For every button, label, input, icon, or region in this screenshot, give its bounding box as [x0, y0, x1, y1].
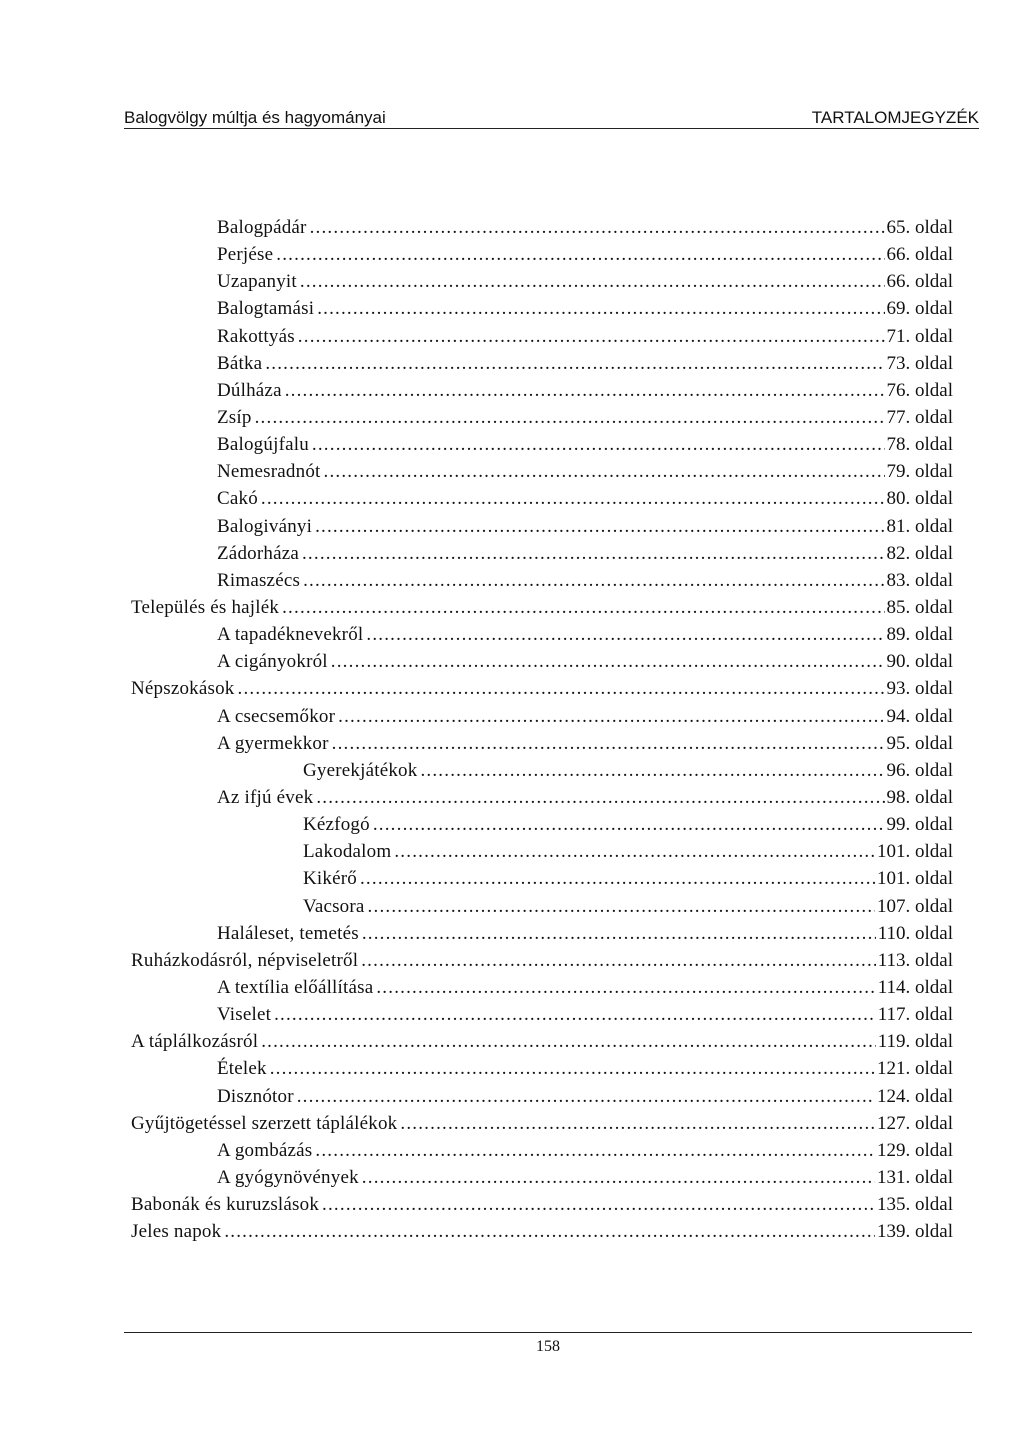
dot-leader — [317, 295, 884, 322]
toc-entry-title: Haláleset, temetés — [217, 922, 359, 944]
toc-entry-page: 79. oldal — [886, 461, 953, 483]
toc-entry — [217, 730, 953, 757]
toc-entry-page: 96. oldal — [886, 759, 953, 781]
toc-entry-page: 124. oldal — [877, 1085, 953, 1107]
dot-leader — [368, 893, 875, 920]
toc-entry — [131, 947, 953, 974]
toc-entry — [217, 377, 953, 404]
toc-entry-page: 76. oldal — [886, 379, 953, 401]
dot-leader — [366, 621, 884, 648]
dot-leader — [315, 1137, 875, 1164]
toc-entry-title: Babonák és kuruzslások — [131, 1194, 320, 1216]
toc-entry-title: A tapadéknevekről — [217, 624, 364, 646]
dot-leader — [324, 458, 885, 485]
dot-leader — [224, 1218, 875, 1245]
toc-entry-title: A textília előállítása — [217, 976, 374, 998]
dot-leader — [310, 214, 885, 241]
section-title: TARTALOMJEGYZÉK — [811, 108, 979, 127]
toc-entry — [131, 594, 953, 621]
toc-entry-title: Gyerekjátékok — [303, 759, 418, 781]
toc-entry-page: 127. oldal — [877, 1112, 953, 1134]
toc-entry-title: Balogpádár — [217, 217, 307, 238]
header-divider — [124, 128, 979, 129]
toc-entry-title: Nemesradnót — [217, 461, 321, 483]
toc-entry-title: Rakottyás — [217, 325, 295, 347]
toc-entry-title: Népszokások — [131, 678, 235, 700]
dot-leader — [282, 594, 884, 621]
toc-entry — [131, 1218, 953, 1245]
toc-entry-title: Cakó — [217, 488, 258, 510]
toc-entry — [217, 485, 953, 512]
toc-entry — [217, 648, 953, 675]
toc-entry-title: Lakodalom — [303, 841, 392, 863]
dot-leader — [298, 323, 885, 350]
toc-entry-title: A táplálkozásról — [131, 1031, 259, 1053]
dot-leader — [261, 485, 885, 512]
toc-entry-title: A csecsemőkor — [217, 705, 336, 727]
dot-leader — [285, 377, 885, 404]
toc-entry — [217, 540, 953, 567]
toc-entry-title: Gyűjtögetéssel szerzett táplálékok — [131, 1112, 398, 1134]
toc-entry-page: 119. oldal — [877, 1031, 953, 1053]
toc-entry — [217, 1083, 953, 1110]
dot-leader — [360, 865, 875, 892]
toc-entry-title: Ételek — [217, 1058, 267, 1080]
toc-entry — [303, 893, 953, 920]
toc-entry-page: 81. oldal — [886, 515, 953, 537]
toc-entry-title: Disznótor — [217, 1085, 294, 1107]
toc-entry — [217, 920, 953, 947]
toc-entry — [217, 295, 953, 322]
dot-leader — [362, 1164, 875, 1191]
toc-entry-title: Jeles napok — [131, 1221, 222, 1243]
dot-leader — [315, 513, 884, 540]
dot-leader — [331, 648, 885, 675]
toc-entry-title: Az ifjú évek — [217, 786, 314, 808]
toc-entry-title: Balogújfalu — [217, 434, 309, 456]
toc-entry-title: A gombázás — [217, 1139, 313, 1161]
book-title: Balogvölgy múltja és hagyományai — [124, 108, 386, 127]
toc-entry — [217, 1137, 953, 1164]
toc-entry-page: 82. oldal — [886, 542, 953, 564]
toc-entry-page: 83. oldal — [886, 569, 953, 591]
dot-leader — [300, 268, 885, 295]
toc-entry-page: 107. oldal — [877, 895, 953, 917]
toc-entry-page: 101. oldal — [877, 868, 953, 890]
page-header — [124, 98, 979, 128]
toc-entry-page: 69. oldal — [886, 298, 953, 320]
toc-entry-page: 101. oldal — [877, 841, 953, 863]
toc-entry-page: 78. oldal — [886, 434, 953, 456]
toc-entry-page: 65. oldal — [886, 217, 953, 238]
toc-entry-page: 114. oldal — [877, 976, 953, 998]
toc-entry-title: Bátka — [217, 352, 263, 374]
toc-entry-page: 95. oldal — [886, 732, 953, 754]
toc-entry-title: Rimaszécs — [217, 569, 301, 591]
dot-leader — [373, 811, 885, 838]
toc-entry-page: 131. oldal — [877, 1166, 953, 1188]
page-number: 158 — [536, 1338, 560, 1355]
table-of-contents — [0, 214, 1024, 1245]
dot-leader — [316, 784, 884, 811]
toc-entry-title: A gyermekkor — [217, 732, 329, 754]
toc-entry-page: 66. oldal — [886, 244, 953, 266]
dot-leader — [238, 675, 885, 702]
dot-leader — [261, 1028, 876, 1055]
toc-entry — [131, 1028, 953, 1055]
toc-entry-page: 94. oldal — [886, 705, 953, 727]
toc-entry-title: A gyógynövények — [217, 1166, 359, 1188]
toc-entry-page: 135. oldal — [877, 1194, 953, 1216]
dot-leader — [322, 1191, 875, 1218]
toc-entry — [217, 621, 953, 648]
dot-leader — [255, 404, 885, 431]
toc-entry-page: 110. oldal — [877, 922, 953, 944]
toc-entry-page: 139. oldal — [877, 1221, 953, 1243]
toc-entry-title: A cigányokról — [217, 651, 328, 673]
toc-entry — [303, 865, 953, 892]
dot-leader — [265, 350, 884, 377]
dot-leader — [420, 757, 884, 784]
dot-leader — [400, 1110, 875, 1137]
toc-entry-page: 71. oldal — [886, 325, 953, 347]
toc-entry-page: 98. oldal — [886, 786, 953, 808]
toc-entry-page: 66. oldal — [886, 271, 953, 293]
dot-leader — [376, 974, 875, 1001]
toc-entry — [217, 268, 953, 295]
dot-leader — [394, 838, 875, 865]
dot-leader — [276, 241, 884, 268]
toc-entry-title: Uzapanyit — [217, 271, 297, 293]
toc-entry — [217, 513, 953, 540]
dot-leader — [338, 703, 884, 730]
toc-entry-page: 113. oldal — [877, 949, 953, 971]
toc-entry — [303, 757, 953, 784]
dot-leader — [361, 947, 875, 974]
toc-entry — [217, 458, 953, 485]
toc-entry — [217, 1055, 953, 1082]
toc-entry — [131, 675, 953, 702]
toc-entry — [217, 214, 953, 241]
toc-entry-page: 85. oldal — [886, 596, 953, 618]
toc-entry — [303, 838, 953, 865]
toc-entry-title: Perjése — [217, 244, 274, 266]
toc-entry-page: 121. oldal — [877, 1058, 953, 1080]
footer-divider — [124, 1332, 972, 1333]
toc-entry — [217, 404, 953, 431]
toc-entry-title: Balogiványi — [217, 515, 313, 537]
toc-entry-page: 80. oldal — [886, 488, 953, 510]
dot-leader — [270, 1055, 875, 1082]
toc-entry — [217, 350, 953, 377]
toc-entry-page: 77. oldal — [886, 406, 953, 428]
toc-entry-page: 89. oldal — [886, 624, 953, 646]
toc-entry-title: Vacsora — [303, 895, 365, 917]
toc-entry-page: 117. oldal — [877, 1004, 953, 1026]
dot-leader — [303, 567, 884, 594]
dot-leader — [302, 540, 885, 567]
toc-entry-title: Dúlháza — [217, 379, 282, 401]
toc-entry — [217, 241, 953, 268]
toc-entry-title: Zsíp — [217, 406, 252, 428]
toc-entry — [303, 811, 953, 838]
toc-entry — [131, 1191, 953, 1218]
toc-entry-page: 129. oldal — [877, 1139, 953, 1161]
dot-leader — [312, 431, 885, 458]
toc-entry-title: Település és hajlék — [131, 596, 280, 618]
toc-entry-page: 73. oldal — [886, 352, 953, 374]
toc-entry — [217, 703, 953, 730]
dot-leader — [274, 1001, 876, 1028]
dot-leader — [332, 730, 885, 757]
toc-entry-title: Kézfogó — [303, 814, 370, 836]
toc-entry-title: Viselet — [217, 1004, 272, 1026]
toc-entry-title: Zádorháza — [217, 542, 299, 564]
toc-entry-title: Ruházkodásról, népviseletről — [131, 949, 359, 971]
toc-entry-page: 90. oldal — [886, 651, 953, 673]
toc-entry-page: 99. oldal — [886, 814, 953, 836]
toc-entry — [217, 1164, 953, 1191]
toc-entry — [217, 431, 953, 458]
toc-entry — [217, 323, 953, 350]
toc-entry — [217, 567, 953, 594]
toc-entry — [131, 1110, 953, 1137]
dot-leader — [362, 920, 876, 947]
toc-entry-title: Balogtamási — [217, 298, 315, 320]
toc-entry-page: 93. oldal — [886, 678, 953, 700]
dot-leader — [297, 1083, 875, 1110]
toc-entry-title: Kikérő — [303, 868, 357, 890]
toc-entry — [217, 784, 953, 811]
toc-entry — [217, 1001, 953, 1028]
toc-entry — [217, 974, 953, 1001]
